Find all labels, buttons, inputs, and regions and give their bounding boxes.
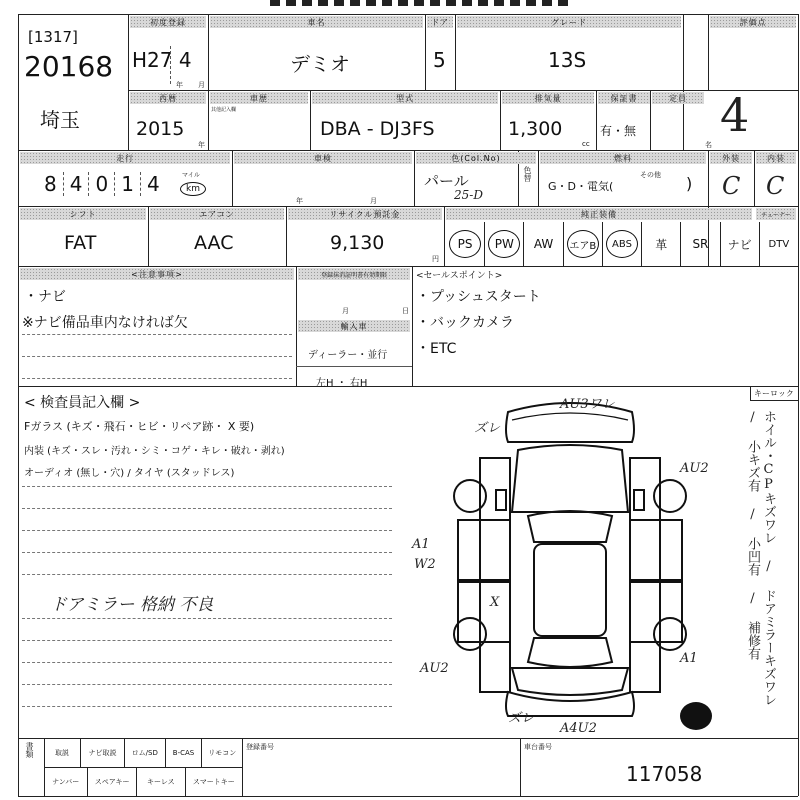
doc-item: 取説 <box>44 738 81 767</box>
wheel <box>654 480 686 512</box>
vehicle-inspection-month: 月 <box>370 197 377 205</box>
color-change-label: 色替 <box>523 166 532 182</box>
equipment-item <box>721 222 760 266</box>
equipment-label: 純正装備 <box>446 208 752 220</box>
damage-mark: AU3ワレ <box>560 397 615 412</box>
equipment-label: 革 <box>655 237 668 252</box>
windshield <box>528 511 612 542</box>
wheel <box>454 480 486 512</box>
damage-mark: ズレ <box>508 711 535 726</box>
doc-item: ナンバー <box>44 767 88 796</box>
damage-mark: ズレ <box>474 421 501 436</box>
capacity-unit: 名 <box>705 141 712 149</box>
doc-item: スペアキー <box>88 767 137 796</box>
spare-tire <box>680 702 712 730</box>
inspector-line-interior: 内装 (キズ・スレ・汚れ・シミ・コゲ・キレ・破れ・剥れ) <box>24 446 285 457</box>
equipment-label: エアB <box>567 230 599 258</box>
recycle-label: リサイクル預託金 <box>288 208 442 220</box>
fuel-close: ) <box>686 174 693 193</box>
doc-item: ナビ取説 <box>81 738 125 767</box>
chassis-number: 117058 <box>626 762 703 786</box>
equipment-label: SR <box>692 237 709 251</box>
car-diagram <box>400 392 740 738</box>
side-note: ホイル・CPキズワレ / ドアミラーキズワレ / 小キズ有 / 小凹有 / 補修有 <box>745 410 776 706</box>
model-code-label: 型式 <box>312 92 498 104</box>
first-reg-unit-month: 月 <box>198 81 205 89</box>
key-lock-label: キーロック <box>754 389 794 398</box>
exterior-label: 外装 <box>710 152 752 164</box>
vehicle-inspection-label: 車検 <box>234 152 412 164</box>
right-front-door <box>630 520 682 580</box>
sales-point: ・バックカメラ <box>416 315 514 331</box>
equipment-item <box>524 222 563 266</box>
equipment-item <box>485 222 524 266</box>
hood <box>512 445 628 512</box>
mileage-digits <box>44 172 160 196</box>
import-value: ディーラー・並行 <box>308 350 388 361</box>
title-fragment <box>270 0 570 6</box>
damage-mark: W2 <box>414 557 436 572</box>
equipment-item <box>681 222 720 266</box>
doc-item: キーレス <box>137 767 186 796</box>
grade-label: グレード <box>457 16 681 28</box>
history-label: 車歴 <box>210 92 308 104</box>
mileage-digit: 1 <box>121 172 134 196</box>
inspector-line-audio: オーディオ (無し・穴) / タイヤ (スタッドレス) <box>24 468 235 479</box>
left-front-door <box>458 520 510 580</box>
model-label: 車名 <box>210 16 423 28</box>
eval-label: 評価点 <box>710 16 796 28</box>
rear-glass <box>528 638 612 667</box>
tv-label: チューナー <box>756 208 796 220</box>
displacement-unit: cc <box>582 140 590 148</box>
chassis-label: 車台番号 <box>524 743 552 751</box>
model-value: デミオ <box>290 52 350 76</box>
import-side: 左H ・ 右H <box>316 378 368 389</box>
capacity-label: 定員 <box>652 92 704 104</box>
right-rear-door <box>630 582 682 642</box>
sales-point: ・ETC <box>416 341 457 357</box>
shift-value: FAT <box>64 232 97 254</box>
ac-label: エアコン <box>150 208 284 220</box>
notes-line: ※ナビ備品車内なければ欠 <box>22 315 188 331</box>
equipment-item <box>760 222 798 266</box>
equipment-label: PW <box>488 230 520 258</box>
interior-label: 内装 <box>756 152 796 164</box>
eval-value: 4 <box>720 88 750 142</box>
inspector-title: < 検査員記入欄 > <box>24 395 141 411</box>
recycle-unit: 円 <box>432 255 439 263</box>
docs-label: 書類 <box>25 742 34 758</box>
year-value: 2015 <box>136 118 185 140</box>
damage-mark: A4U2 <box>560 721 597 736</box>
exterior-value: C <box>722 172 741 200</box>
doors-label: ドア <box>427 16 453 28</box>
first-reg-value: H27 4 <box>132 48 192 72</box>
equipment-row <box>446 222 798 266</box>
sales-point: ・プッシュスタート <box>416 289 541 305</box>
damage-mark: AU2 <box>680 461 709 476</box>
color-label: 色(Col.No) <box>416 152 536 164</box>
reg-number-label: 登録番号 <box>246 743 274 751</box>
fuel-other: その他 <box>640 171 661 179</box>
equipment-item <box>446 222 485 266</box>
mirror <box>496 490 506 510</box>
recycle-value: 9,130 <box>330 232 385 254</box>
model-code-value: DBA - DJ3FS <box>320 118 435 140</box>
first-reg-label: 初度登録 <box>130 16 206 28</box>
import-label: 輸入車 <box>298 320 410 332</box>
equipment-label: AW <box>533 237 554 251</box>
docs-row-1 <box>44 738 242 767</box>
doc-item: リモコン <box>208 748 237 757</box>
sales-label: <セールスポイント> <box>416 271 503 281</box>
handwritten-note: ドアミラー 格納 不良 <box>50 595 214 615</box>
equipment-label: DTV <box>768 238 790 250</box>
year-unit: 年 <box>198 141 205 149</box>
mileage-unit-top: マイル <box>182 172 200 179</box>
mileage-digit: 0 <box>95 172 109 196</box>
mileage-digit: 4 <box>146 172 160 196</box>
damage-mark: AU2 <box>420 661 449 676</box>
roof <box>534 544 606 636</box>
shift-label: シフト <box>20 208 146 220</box>
doc-item: B-CAS <box>166 738 203 767</box>
damage-mark: X <box>490 595 500 610</box>
equipment-item <box>642 222 681 266</box>
interior-value: C <box>766 172 785 200</box>
first-reg-unit-year: 年 <box>176 81 183 89</box>
mileage-unit: km <box>180 182 206 196</box>
damage-mark: A1 <box>680 651 698 666</box>
fuel-value: G・D・電気( <box>548 180 614 193</box>
displacement-label: 排気量 <box>502 92 594 104</box>
vehicle-inspection-year: 年 <box>296 197 303 205</box>
equipment-item <box>603 222 642 266</box>
equipment-label: ナビ <box>727 237 752 252</box>
year-label: 西暦 <box>130 92 206 104</box>
ac-value: AAC <box>194 232 234 254</box>
reg-day: 日 <box>402 307 409 315</box>
trunk <box>512 668 628 695</box>
mileage-digit: 4 <box>69 172 83 196</box>
lot-code: [1317] <box>28 28 78 46</box>
inspector-line-glass: Fガラス (キズ・飛石・ヒビ・リペア跡・ X 要) <box>24 420 255 433</box>
color-value: パール <box>424 172 469 190</box>
docs-row-2 <box>44 767 242 796</box>
history-sub: 其他記入欄 <box>211 107 237 113</box>
lot-number: 20168 <box>24 50 114 83</box>
region: 埼玉 <box>40 108 80 132</box>
warranty-label: 保証書 <box>598 92 650 104</box>
equipment-label: ABS <box>606 230 638 258</box>
damage-mark: A1 <box>412 537 430 552</box>
fuel-label: 燃料 <box>540 152 706 164</box>
doc-item: ロム/SD <box>125 738 166 767</box>
color-code: 25-D <box>454 188 483 202</box>
equipment-item <box>564 222 603 266</box>
grade-value: 13S <box>548 48 587 72</box>
mileage-digit: 8 <box>44 172 57 196</box>
warranty-value: 有・無 <box>600 124 637 138</box>
notes-line: ・ナビ <box>24 289 66 305</box>
mirror <box>634 490 644 510</box>
reg-month: 月 <box>342 307 349 315</box>
displacement-value: 1,300 <box>508 118 563 140</box>
doc-item: スマートキー <box>192 777 235 786</box>
mileage-label: 走行 <box>20 152 230 164</box>
reg-expiry-label: 登録抹消証明書有効期限 <box>298 268 410 280</box>
left-rear-door <box>458 582 510 642</box>
notes-label: <注意事項> <box>20 268 294 280</box>
doors-value: 5 <box>433 48 446 72</box>
equipment-label: PS <box>449 230 481 258</box>
